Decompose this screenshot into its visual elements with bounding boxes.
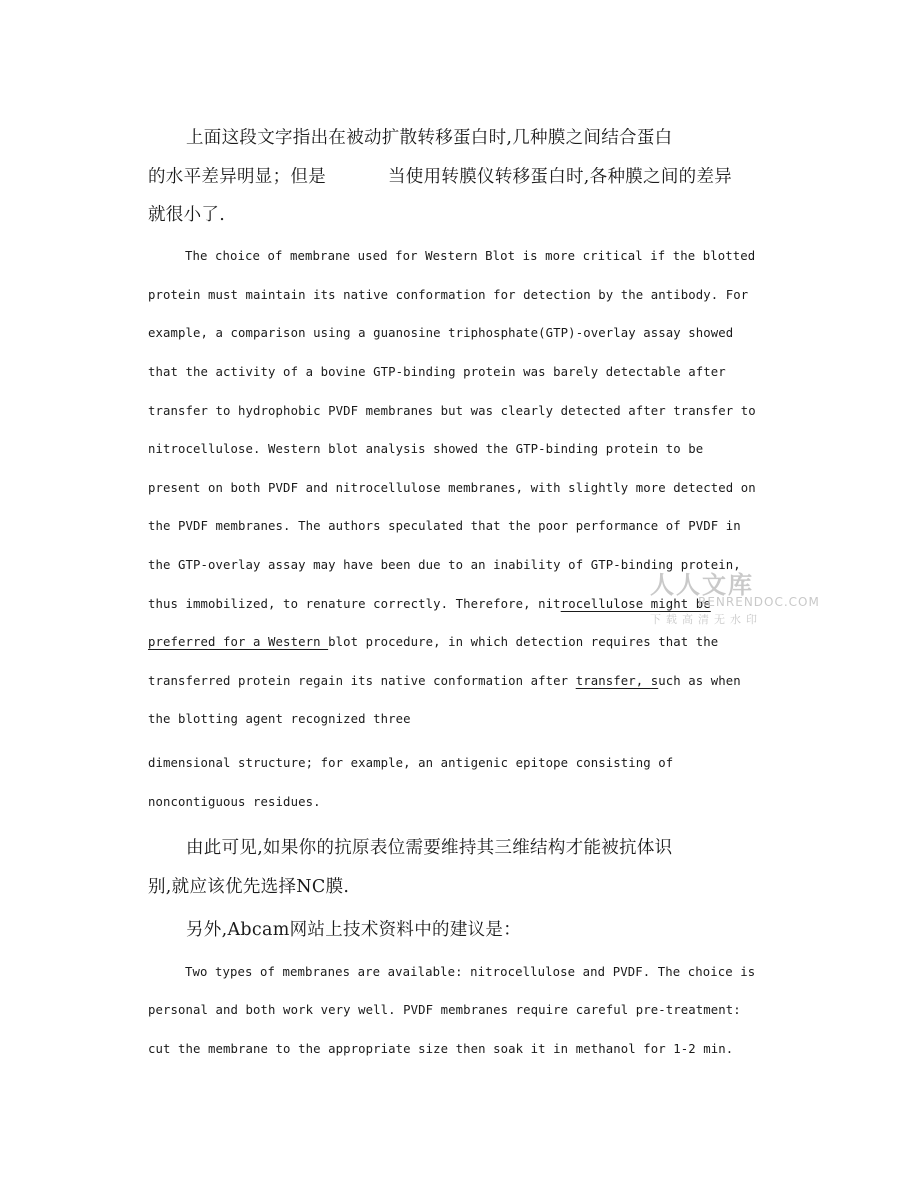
en-para2-line3: cut the membrane to the appropriate size then soak it in methanol for 1-2 min.	[148, 1042, 734, 1056]
watermark-logo: 人人文库	[650, 571, 754, 599]
en-para1-line2: protein must maintain its native conformation for detection by the antibody. For	[148, 288, 749, 302]
en-para1-line10: thus immobilized, to renature correctly. Therefore, nitrocellulose might be	[148, 597, 711, 611]
zh-para3-line1: 另外,Abcam网站上技术资料中的建议是：	[186, 920, 522, 940]
underlined-text: preferred for a Western	[148, 635, 329, 649]
en-para1-line8: the PVDF membranes. The authors speculated that the poor performance of PVDF in	[148, 519, 741, 533]
en-para1-line4: that the activity of a bovine GTP-binding protein was barely detectable after	[148, 365, 726, 379]
en-para1-line6: nitrocellulose. Western blot analysis showed the GTP-binding protein to be	[148, 442, 704, 456]
underlined-text: transfer, s	[575, 674, 659, 688]
en-para2-line1: Two types of membranes are available: nitrocellulose and PVDF. The choice is	[185, 965, 756, 979]
zh-para2-line2: 别,就应该优先选择NC膜.	[148, 877, 350, 897]
en-para1-line5: transfer to hydrophobic PVDF membranes but was clearly detected after transfer to	[148, 404, 756, 418]
en-para1-line9: the GTP-overlay assay may have been due to an inability of GTP-binding protein,	[148, 558, 741, 572]
en-para1-line12: transferred protein regain its native conformation after transfer, such as when	[148, 674, 741, 688]
watermark-domain: RENRENDOC.COM	[698, 595, 820, 609]
en-para1-line15: noncontiguous residues.	[148, 795, 321, 809]
en-para1-line7: present on both PVDF and nitrocellulose membranes, with slightly more detected on	[148, 481, 756, 495]
zh-para1-line1: 上面这段文字指出在被动扩散转移蛋白时,几种膜之间结合蛋白	[186, 128, 673, 148]
en-para1-line14: dimensional structure; for example, an antigenic epitope consisting of	[148, 756, 674, 770]
en-para1-line13: the blotting agent recognized three	[148, 712, 411, 726]
zh-para1-line3: 就很小了.	[148, 205, 226, 225]
watermark-tagline: 下载高清无水印	[650, 613, 762, 626]
watermark	[628, 557, 820, 627]
en-para2-line2: personal and both work very well. PVDF membranes require careful pre-treatment:	[148, 1003, 741, 1017]
en-para1-line11: preferred for a Western blot procedure, in which detection requires that the	[148, 635, 719, 649]
underlined-text: rocellulose might be	[560, 597, 711, 611]
zh-para2-line1: 由此可见,如果你的抗原表位需要维持其三维结构才能被抗体识	[186, 838, 673, 858]
en-para1-line1: The choice of membrane used for Western Blot is more critical if the blotted	[185, 249, 756, 263]
en-para1-line3: example, a comparison using a guanosine triphosphate(GTP)-overlay assay showed	[148, 326, 734, 340]
zh-para1-line2: 的水平差异明显；但是 当使用转膜仪转移蛋白时,各种膜之间的差异	[148, 167, 733, 187]
